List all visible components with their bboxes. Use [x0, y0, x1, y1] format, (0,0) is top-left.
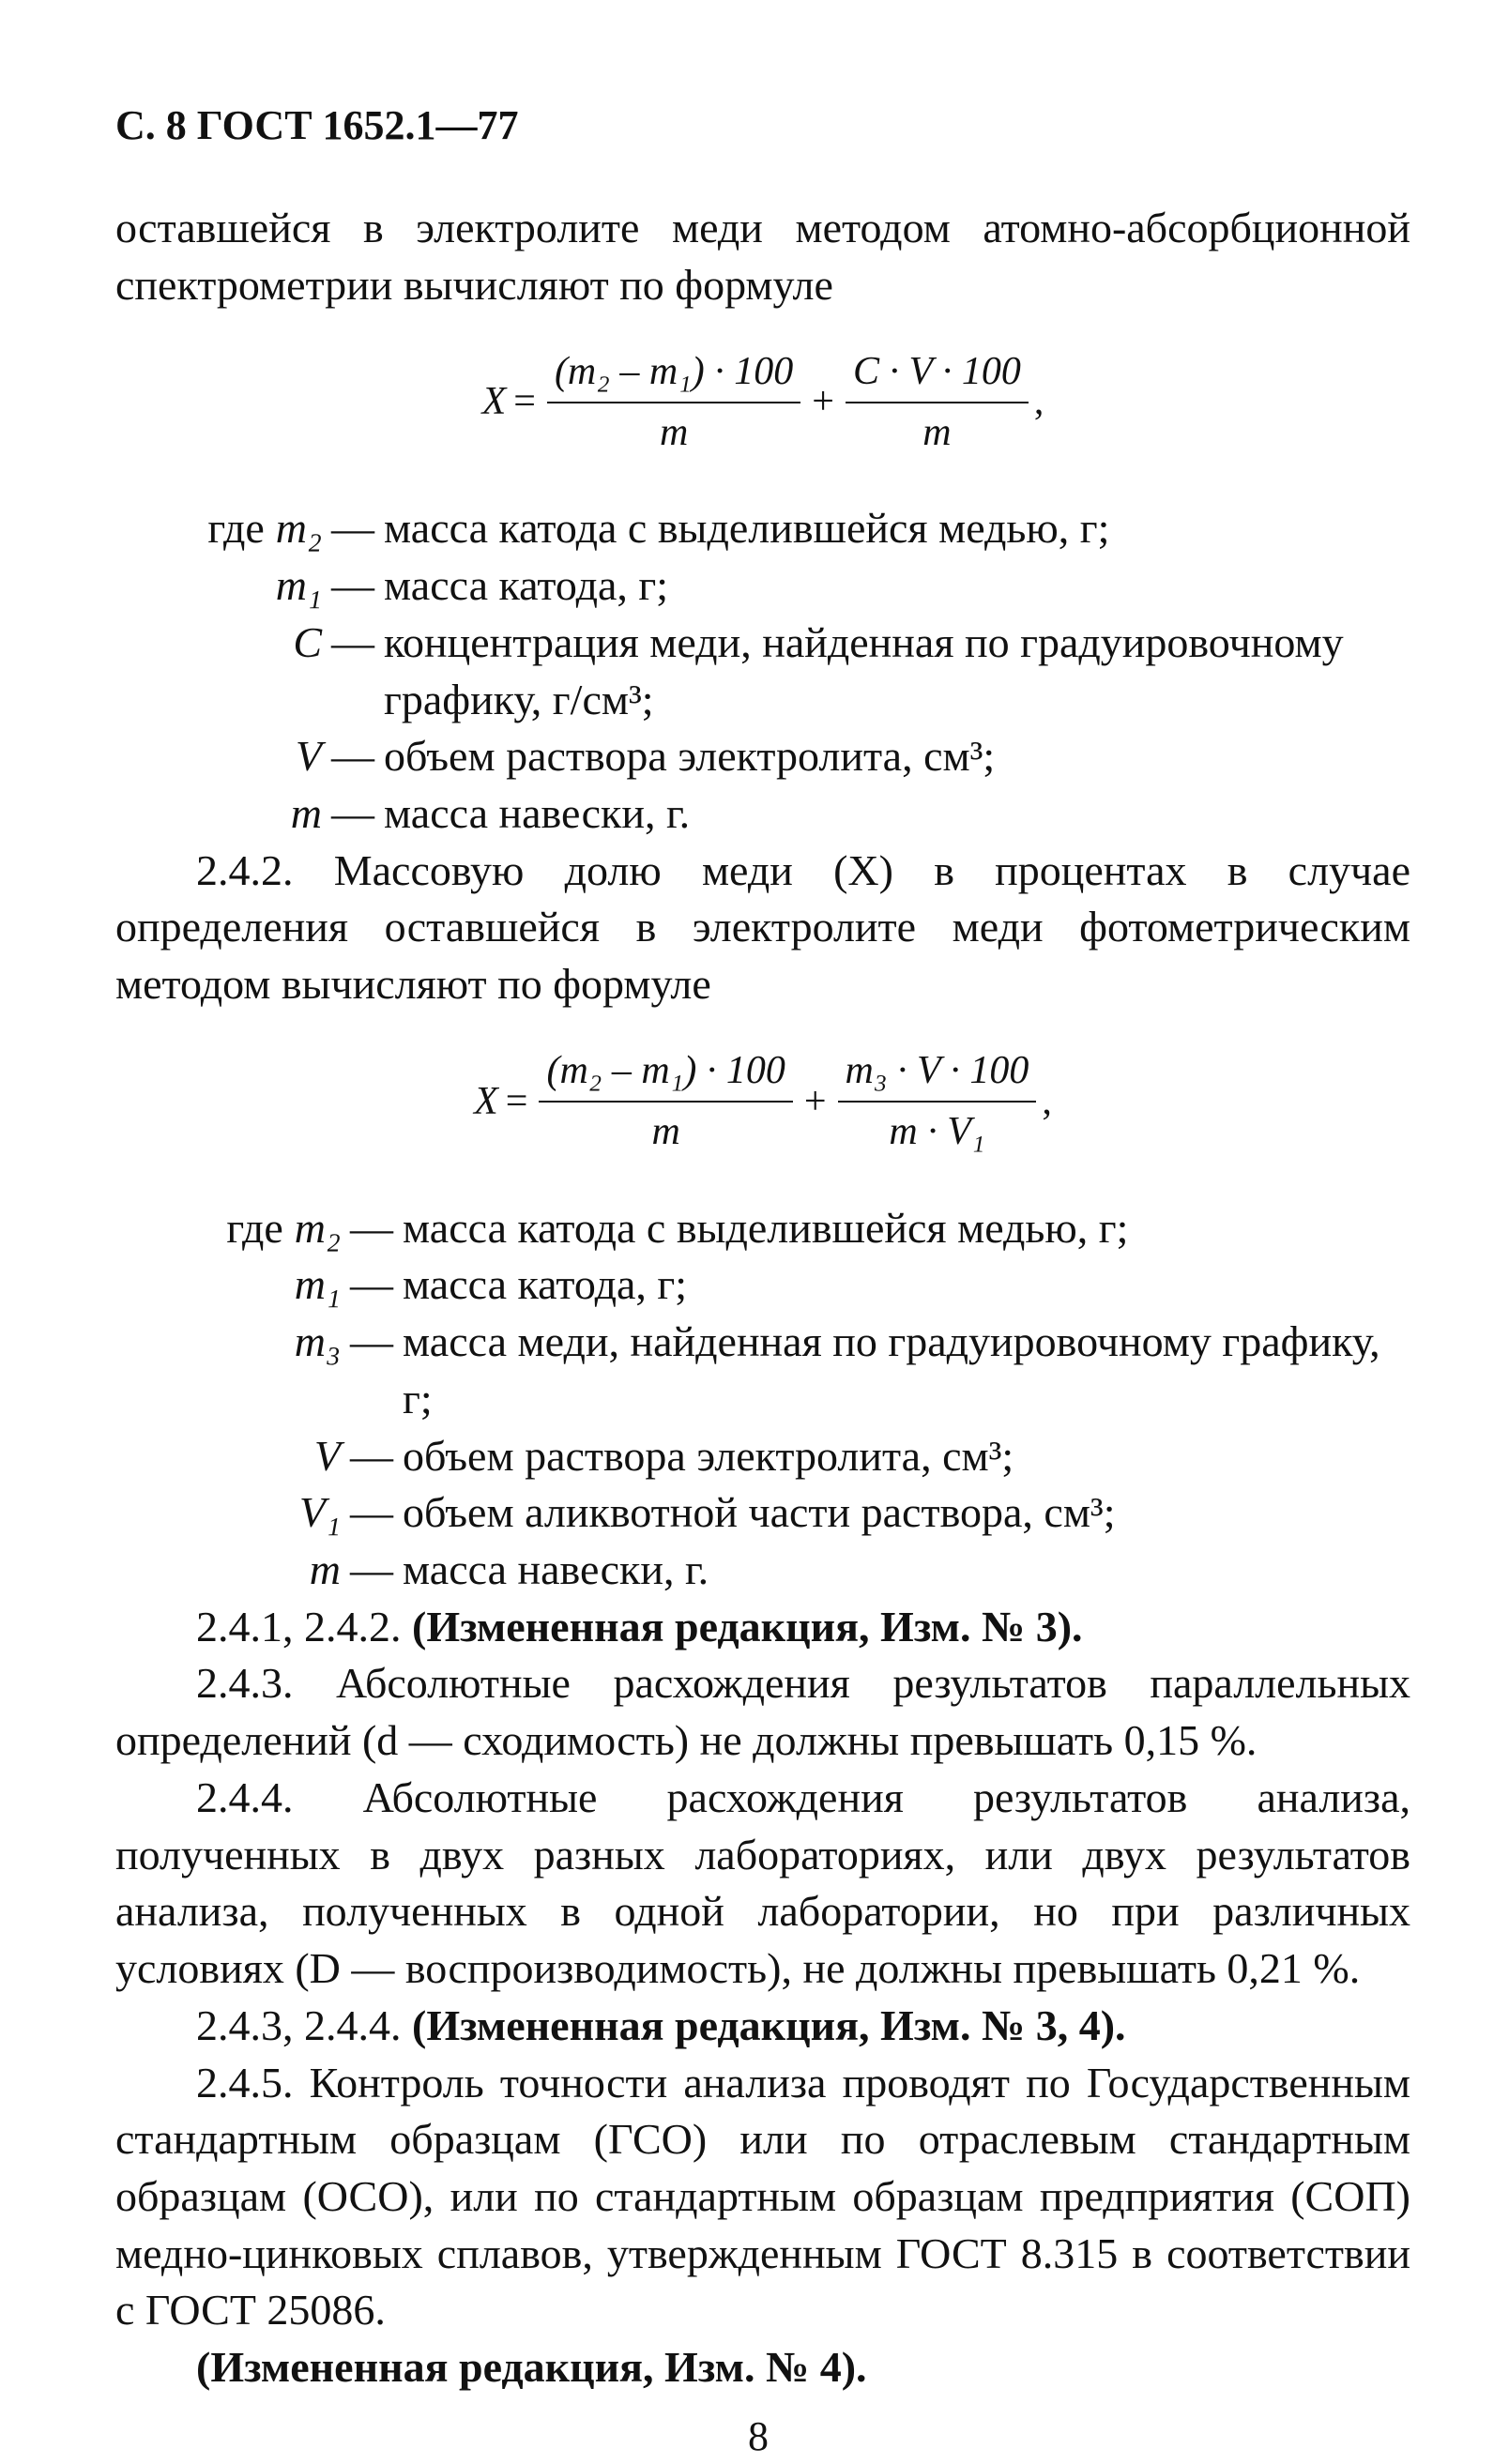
definition-symbol: m: [309, 1545, 341, 1594]
formula-aas: [115, 346, 1410, 460]
fraction-concentration: [846, 346, 1029, 460]
definition-symbol: m₃: [294, 1317, 341, 1366]
fraction-denominator: m: [659, 410, 689, 454]
fraction-mass-difference: [547, 346, 800, 460]
definition-text: концентрация меди, найденная по градуировочному графику, г/см³;: [384, 617, 1344, 723]
definition-text: масса катода с выделившейся медью, г;: [384, 504, 1110, 553]
definition-text: объем раствора электролита, см³;: [384, 732, 996, 781]
definition-text: масса меди, найденная по градуировочному графику, г;: [403, 1317, 1380, 1422]
paragraph-2-4-3: 2.4.3. Абсолютные расхождения результатов параллельных определений (d — сходимость) не должны превышать 0,15 %.: [115, 1659, 1410, 1765]
page-number: 8: [748, 2412, 769, 2459]
formula-plus: +: [803, 1079, 827, 1123]
definition-symbol: m₁: [275, 561, 322, 610]
definition-symbol: C: [293, 617, 322, 666]
fraction-denominator: m: [651, 1110, 680, 1154]
formula-photometric: [115, 1045, 1410, 1159]
definition-text: масса катода с выделившейся медью, г;: [403, 1203, 1129, 1252]
definitions-list-1: [115, 500, 1410, 842]
definition-text: объем раствора электролита, см³;: [403, 1431, 1014, 1480]
paragraph-2-4-5: 2.4.5. Контроль точности анализа проводят по Государственным стандартным образцам (ГСО) или по отраслевым стандартным образцам (ОСО), или по стандартным образцам предприятия (СОП) медно-цинковых сплавов, утвержденным ГОСТ 8.315 в соответствии с ГОСТ 25086.: [115, 2058, 1410, 2335]
formula-comma: ,: [1033, 380, 1044, 424]
fraction-numerator: C · V · 100: [846, 346, 1029, 403]
definition-text: объем аликвотной части раствора, см³;: [403, 1488, 1116, 1537]
definition-row: m₁ — масса катода, г;: [115, 557, 1410, 615]
definition-symbol: m₁: [294, 1260, 341, 1309]
formula-equals: =: [505, 1079, 528, 1123]
amendment-note-3: (Измененная редакция, Изм. № 4).: [196, 2343, 867, 2392]
definition-row: где m₂ — масса катода с выделившейся медью, г;: [115, 1200, 1410, 1257]
definition-row: m — масса навески, г.: [115, 785, 1410, 843]
definition-symbol: где m₂: [226, 1203, 341, 1252]
formula-plus: +: [812, 380, 834, 424]
definition-row: V — объем раствора электролита, см³;: [115, 1428, 1410, 1485]
fraction-numerator: m₃ · V · 100: [838, 1045, 1037, 1103]
formula-lhs: X: [481, 380, 507, 424]
definition-row: m₁ — масса катода, г;: [115, 1256, 1410, 1314]
formula-equals: =: [513, 380, 536, 424]
formula-comma: ,: [1042, 1079, 1052, 1123]
paragraph-2-4-4: 2.4.4. Абсолютные расхождения результатов анализа, полученных в двух разных лабораториях, или двух результатов анализа, полученных в одной лаборатории, но при различных условиях (D — воспроизводимость), не должны превышать 0,21 %.: [115, 1772, 1410, 1993]
definition-row: m₃ — масса меди, найденная по градуировочному графику, г;: [115, 1314, 1410, 1427]
amendment-note-2: 2.4.3, 2.4.4. (Измененная редакция, Изм. № 3, 4).: [196, 2000, 1126, 2049]
definition-row: где m₂ — масса катода с выделившейся медью, г;: [115, 500, 1410, 557]
paragraph-2-4-2: 2.4.2. Массовую долю меди (X) в процентах в случае определения оставшейся в электролите меди фотометрическим методом вычисляют по формуле: [115, 845, 1410, 1009]
definition-row: C — концентрация меди, найденная по градуировочному графику, г/см³;: [115, 615, 1410, 728]
definition-text: масса навески, г.: [384, 788, 691, 837]
formula-lhs: X: [474, 1079, 498, 1123]
fraction-numerator: (m₂ – m₁) · 100: [547, 346, 800, 403]
fraction-mass-difference: [539, 1045, 792, 1159]
definition-text: масса навески, г.: [403, 1545, 709, 1594]
document-page: [115, 99, 1410, 2464]
amendment-note-1: 2.4.1, 2.4.2. (Измененная редакция, Изм. № 3).: [196, 1602, 1083, 1650]
fraction-denominator: m · V₁: [889, 1110, 985, 1154]
definition-symbol: m: [290, 788, 322, 837]
intro-paragraph: оставшейся в электролите меди методом атомно-абсорбционной спектрометрии вычисляют по формуле: [115, 204, 1410, 309]
definition-symbol: где m₂: [207, 504, 322, 553]
definition-row: V — объем раствора электролита, см³;: [115, 728, 1410, 785]
fraction-numerator: (m₂ – m₁) · 100: [539, 1045, 792, 1103]
definition-text: масса катода, г;: [384, 561, 669, 610]
definition-row: m — масса навески, г.: [115, 1542, 1410, 1599]
fraction-copper-mass: [838, 1045, 1037, 1159]
definition-text: масса катода, г;: [403, 1260, 688, 1309]
definition-symbol: V: [295, 732, 322, 781]
page-header: С. 8 ГОСТ 1652.1—77: [115, 102, 519, 148]
definition-row: V₁ — объем аликвотной части раствора, см³;: [115, 1484, 1410, 1542]
definitions-list-2: [115, 1200, 1410, 1599]
definition-symbol: V: [313, 1431, 341, 1480]
fraction-denominator: m: [922, 410, 952, 454]
definition-symbol: V₁: [298, 1488, 341, 1537]
